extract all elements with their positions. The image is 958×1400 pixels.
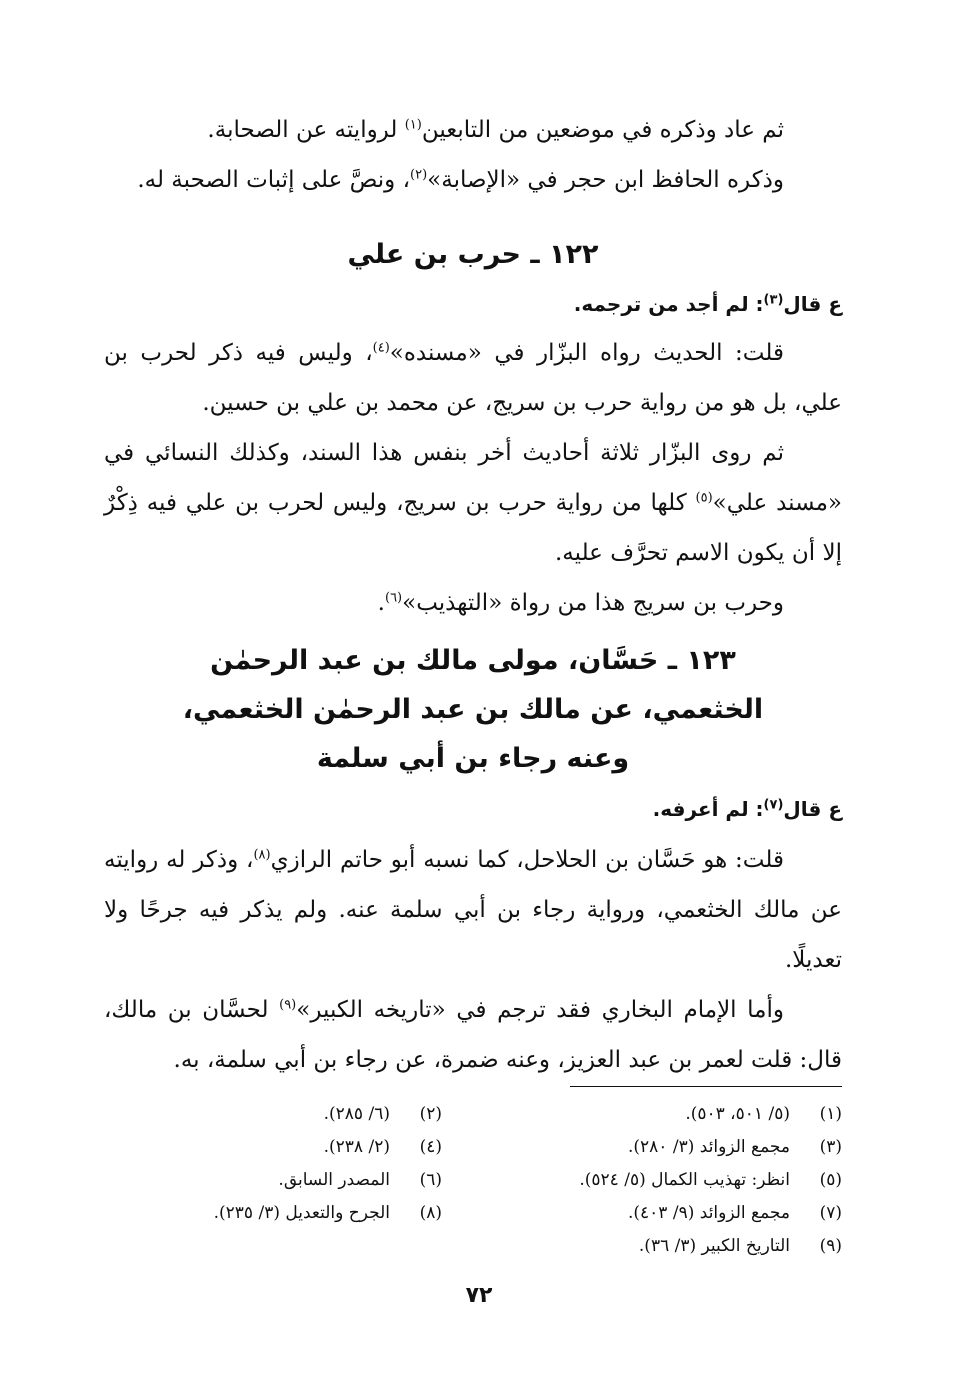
footnote-item [102,1164,442,1197]
heading-line: ١٢٣ ـ حَسَّان، مولى مالك بن عبد الرحمٰن [210,645,736,676]
footnote-number: (٣) [819,1137,842,1157]
footnote-text: (٢/ ٢٣٨). [323,1137,390,1157]
paragraph [104,835,842,985]
paragraph [104,155,842,205]
heading-line: وعنه رجاء بن أبي سلمة [316,743,630,774]
footnote-item [502,1164,842,1197]
footnote-item [502,1197,842,1230]
top-continuation [104,105,842,205]
text-run: ، وليس فيه ذكر لحرب بن علي، بل هو من رواية حرب بن سريج، عن محمد بن علي بن حسين. [104,340,842,416]
footnote-text: مجمع الزوائد (٣/ ٢٨٠). [628,1137,790,1157]
footnote-number: (٢) [419,1104,442,1124]
paragraph [104,105,842,155]
entry-123 [104,636,842,1085]
paragraph [104,328,842,428]
footnote-item [102,1098,442,1131]
text-run: ، ونصَّ على إثبات الصحبة له. [137,167,411,193]
footnote-number: (٤) [419,1137,442,1157]
marker-glyph: ع [828,797,842,821]
qal-text: : لم أجد من ترجمه. [573,292,764,316]
text-run: . [377,590,385,616]
footnote-ref[interactable]: (٩) [279,997,297,1013]
entry-heading: ١٢٢ ـ حرب بن علي [347,239,599,270]
text-run: لحسَّان بن مالك، قال: قلت لعمر بن عبد العزيز، وعنه ضمرة، عن رجاء بن أبي سلمة، به. [104,997,842,1073]
footnote-ref[interactable]: (٢) [410,167,428,183]
paragraph [104,578,842,628]
footnote-ref[interactable]: (٧) [763,797,784,813]
footnote-ref[interactable]: (٣) [763,292,784,308]
footnotes [102,1098,842,1263]
footnote-divider [570,1086,842,1087]
text-run: ثم عاد وذكره في موضعين من التابعين [421,117,784,143]
marker-glyph: ع [828,292,842,316]
footnote-item [502,1131,842,1164]
footnote-text: مجمع الزوائد (٩/ ٤٠٣). [628,1203,790,1223]
paragraph [104,428,842,578]
qal-label: قال [783,797,822,821]
text-run: وحرب بن سريج هذا من رواة «التهذيب» [402,590,784,616]
footnote-text: (٥/ ٥٠١، ٥٠٣). [685,1104,790,1124]
text-run: ، وذكر له روايته عن مالك الخثعمي، ورواية رجاء بن أبي سلمة عنه. ولم يذكر فيه جرحًا ولا تعديلًا. [104,847,842,973]
entry-heading [104,636,842,783]
footnote-ref[interactable]: (٦) [384,590,403,606]
footnote-item [502,1230,842,1263]
footnote-text: الجرح والتعديل (٣/ ٢٣٥). [213,1203,390,1223]
footnote-item [502,1098,842,1131]
footnote-number: (٧) [819,1203,842,1223]
entry-122 [104,230,842,628]
footnote-text: انظر: تهذيب الكمال (٥/ ٥٢٤). [579,1170,790,1190]
qal-text: : لم أعرفه. [652,797,764,821]
page-number: ٧٢ [465,1283,493,1308]
footnote-number: (١) [819,1104,842,1124]
footnote-item [102,1197,442,1230]
footnote-ref[interactable]: (٨) [253,847,271,863]
qal-line [104,789,842,829]
text-run: قلت: الحديث رواه البزّار في «مسنده» [389,340,784,366]
footnote-number: (٦) [419,1170,442,1190]
footnote-number: (٨) [419,1203,442,1223]
paragraph [104,985,842,1085]
footnote-text: (٦/ ٢٨٥). [323,1104,390,1124]
text-run: وأما الإمام البخاري فقد ترجم في «تاريخه الكبير» [296,997,784,1023]
text-run: قلت: هو حَسَّان بن الحلاحل، كما نسبه أبو حاتم الرازي [270,847,784,873]
text-run: لروايته عن الصحابة. [207,117,405,143]
footnote-number: (٩) [819,1236,842,1256]
heading-line: الخثعمي، عن مالك بن عبد الرحمٰن الخثعمي، [182,694,764,725]
qal-label: قال [783,292,822,316]
footnote-item [102,1131,442,1164]
footnote-ref[interactable]: (٤) [372,340,390,356]
footnote-ref[interactable]: (١) [404,117,422,133]
qal-line [104,284,842,324]
text-run: وذكره الحافظ ابن حجر في «الإصابة» [427,167,784,193]
text-run: ثم روى البزّار ثلاثة أحاديث أخر بنفس هذا السند، وكذلك النسائي في «مسند علي» [104,440,842,516]
text-run: كلها من رواية حرب بن سريج، وليس لحرب بن علي فيه ذِكْرٌ إلا أن يكون الاسم تحرَّف عليه. [104,490,842,566]
footnote-number: (٥) [819,1170,842,1190]
footnote-ref[interactable]: (٥) [695,490,713,506]
footnote-text: التاريخ الكبير (٣/ ٣٦). [638,1236,790,1256]
footnote-text: المصدر السابق. [278,1170,390,1190]
